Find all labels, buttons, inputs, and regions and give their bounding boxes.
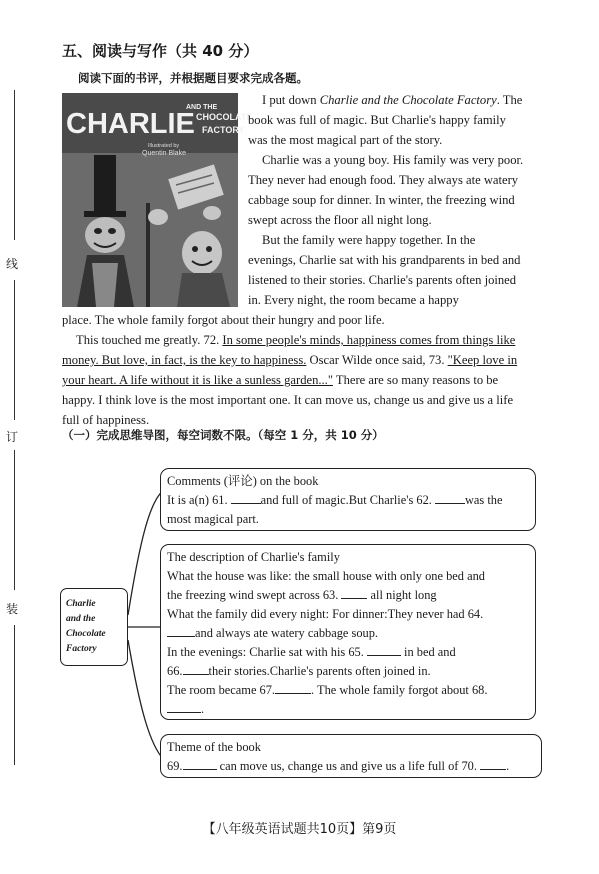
svg-text:Quentin Blake: Quentin Blake — [142, 150, 186, 157]
blank-61[interactable] — [231, 503, 261, 504]
passage-paragraph-1: I put down Charlie and the Chocolate Factory. The book was full of magic. But Charlie's happy family was the most magical part of the story. — [248, 93, 523, 147]
blank-66[interactable] — [183, 674, 209, 675]
box-heading: The description of Charlie's family — [167, 550, 340, 564]
svg-text:AND THE: AND THE — [186, 104, 218, 111]
underlined-sentence-72: In some people's minds, happiness comes from things like money. But love, in fact, is the key to happiness. — [62, 333, 516, 367]
passage-paragraph-3-continued: place. The whole family forgot about their hungry and poor life. — [62, 313, 385, 327]
mindmap-box-description: The description of Charlie's family What the house was like: the small house with only one bed and the freezing wind swept across 63. all night long What the family did every night: For dinner:They never had 64. and always ate watery cabbage soup. In the evenings: Charlie sat with his 65. in bed and 66. their stories.Charlie's parents often joined in. The room became 67. . The whole family forgot about 68. . — [160, 544, 536, 720]
book-title-italic: Charlie and the Chocolate Factory — [319, 93, 497, 107]
blank-70[interactable] — [480, 769, 506, 770]
box-heading: Comments (评论) on the book — [167, 474, 319, 488]
page-footer: 【八年级英语试题共10页】第9页 — [202, 822, 397, 837]
sub-instruction: （一）完成思维导图，每空词数不限。（每空 1 分，共 10 分） — [62, 428, 384, 442]
svg-text:CHOCOLATE: CHOCOLATE — [196, 112, 253, 122]
blank-68[interactable] — [167, 712, 201, 713]
mindmap-box-comments: Comments (评论) on the book It is a(n) 61. and full of magic.But Charlie's 62. was the most magical part. — [160, 468, 536, 531]
margin-char-mid: 订 — [6, 430, 19, 444]
blank-63[interactable] — [341, 598, 367, 599]
blank-64[interactable] — [167, 636, 195, 637]
margin-char-bottom: 装 — [6, 602, 19, 616]
cover-title: CHARLIE — [66, 108, 195, 140]
passage-paragraph-4: This touched me greatly. 72. In some people's minds, happiness comes from things like money. But love, in fact, is the key to happiness. Oscar Wilde once said, 73. "Keep love in your heart. A life without it is like a sunless garden..." There are so many reasons to be happy. I think love is the most important one. It can move us, change us and give us a life full of happiness. — [62, 333, 518, 427]
svg-text:FACTORY: FACTORY — [202, 125, 245, 135]
passage-paragraph-3: But the family were happy together. In the evenings, Charlie sat with his grandparents in bed and listened to their stories. Charlie's parents often joined in. Every night, the room became a happy — [248, 233, 521, 307]
box-heading: Theme of the book — [167, 740, 261, 754]
margin-char-top: 线 — [6, 257, 19, 271]
instruction: 阅读下面的书评，并根据题目要求完成各题。 — [78, 71, 308, 85]
blank-65[interactable] — [367, 655, 401, 656]
mindmap-box-theme: Theme of the book 69. can move us, change us and give us a life full of 70. . — [160, 734, 542, 778]
section-title: 五、阅读与写作（共 40 分） — [62, 42, 259, 60]
underlined-sentence-73: "Keep love in your heart. A life without it is like a sunless garden..." — [62, 353, 518, 387]
blank-67[interactable] — [275, 693, 311, 694]
svg-text:Illustrated by: Illustrated by — [148, 143, 180, 149]
blank-69[interactable] — [183, 769, 217, 770]
mindmap-center-node: Charlie and the Chocolate Factory — [60, 588, 128, 666]
blank-62[interactable] — [435, 503, 465, 504]
passage-paragraph-2: Charlie was a young boy. His family was very poor. They never had enough food. They always ate watery cabbage soup for dinner. In winter, the freezing wind swept across the floor all night long. — [248, 153, 524, 227]
